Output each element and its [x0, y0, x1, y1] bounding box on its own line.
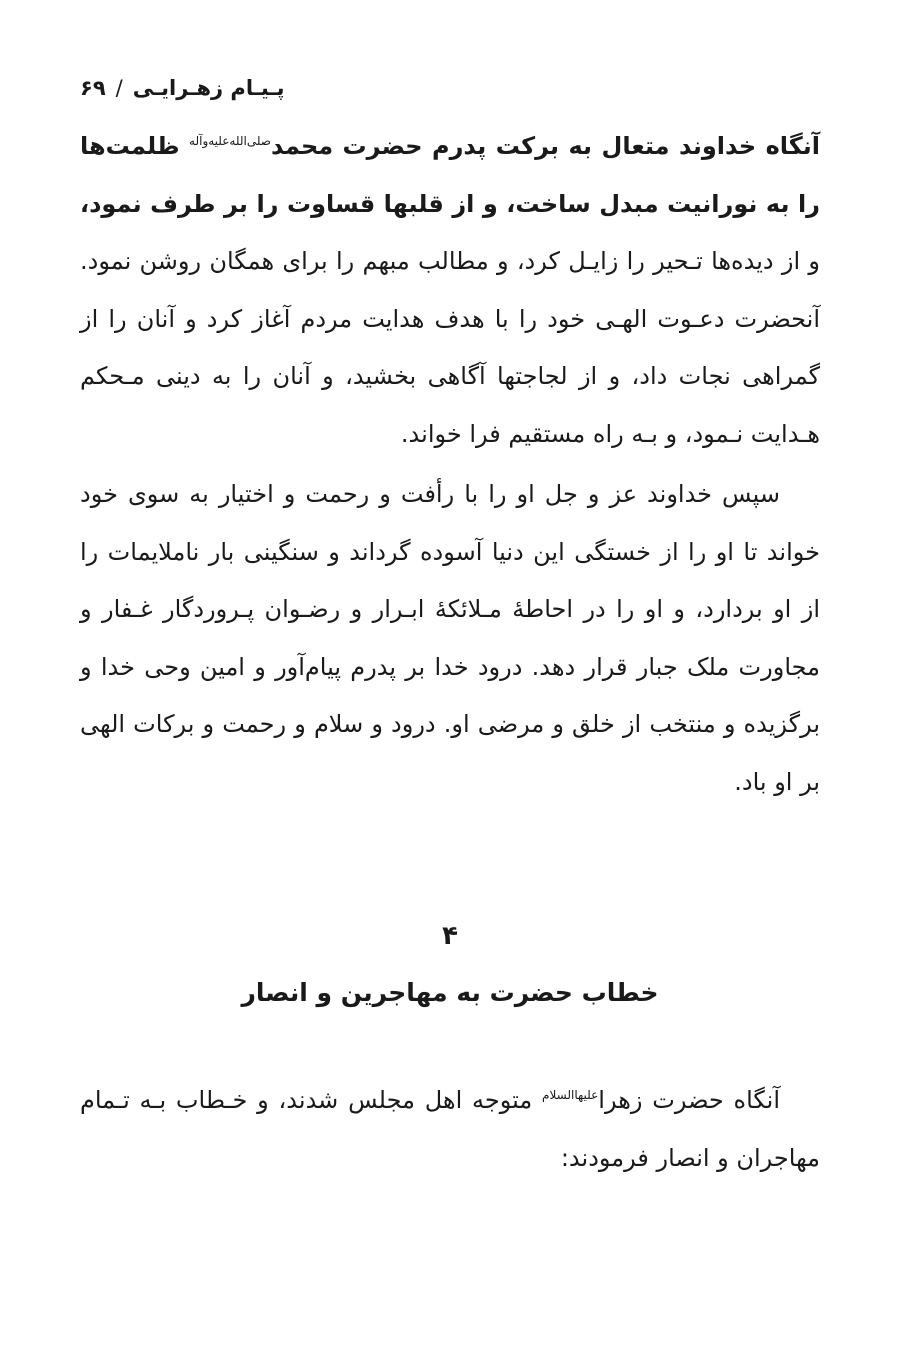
paragraph-1 [80, 118, 820, 463]
paragraph-3-text-end: متوجه اهل مجلس شدند، و خـطاب بـه تـمام مهاجران و انصار فرمودند: [80, 1086, 820, 1172]
running-head [80, 70, 820, 106]
section-title: خطاب حضرت به مهاجرین و انصار [241, 978, 659, 1007]
honorific-mark: علیها‌السلام [542, 1088, 599, 1102]
book-page [80, 0, 820, 1366]
paragraph-3-text-start: آنگاه حضرت زهرا [598, 1086, 780, 1114]
paragraph-3 [80, 1072, 820, 1187]
page-number: ۶۹ [80, 76, 106, 100]
section-number: ۴ [442, 921, 458, 951]
paragraph-1-bold-start: آنگاه خداوند متعال به برکت پدرم حضرت محمد [270, 132, 821, 160]
honorific-mark: صلی‌الله‌علیه‌وآله [189, 134, 271, 148]
running-head-separator: / [115, 76, 123, 100]
book-title: پـیـام زهـرایـی [132, 76, 285, 100]
paragraph-2: سپس خداوند عز و جل او را با رأفت و رحمت و اختیار به سوی خود خواند تا او را از خستگی این دنیا آسوده گرداند و سنگینی بار ناملایمات را از او بردارد، و او را در احاطۀ مـلائکۀ ابـرار و رضـوان پـروردگار غـفار و مجاورت ملک جبار قرار دهد. درود خدا بر پدرم پیام‌آور و امین وحی خدا و برگزیده و منتخب از خلق و مرضی او. درود و سلام و رحمت و برکات الهی بر او باد. [80, 480, 820, 796]
paragraph-1-text: و از دیده‌ها تـحیر را زایـل کرد، و مطالب مبهم را برای همگان روشن نمود. آنحضرت دعـوت الهـی خود را با هدف هدایت مردم آغاز کرد و آنان را از گمراهی نجات داد، و از لجاجتها آگاهی بخشید، و آنان را به دینی مـحکم هـدایت نـمود، و بـه راه مستقیم فرا خواند. [80, 247, 820, 448]
paragraph-1-bold-end: ظلمت‌ها را به نورانیت مبدل ساخت، و از قلبها قساوت را بر طرف نمود، [80, 132, 820, 218]
